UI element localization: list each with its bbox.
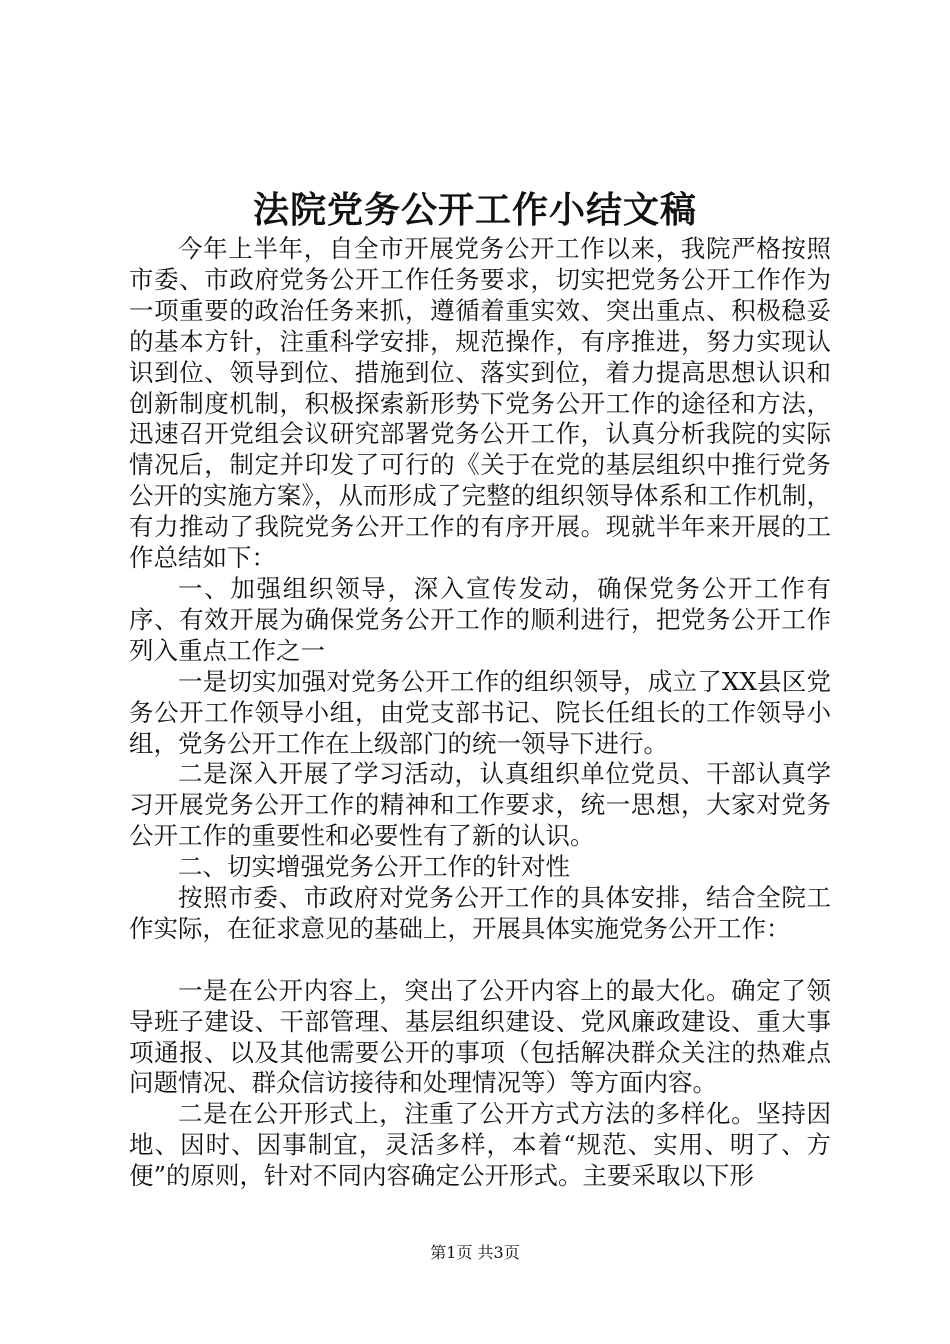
paragraph-section-1-item-2: 二是深入开展了学习活动，认真组织单位党员、干部认真学习开展党务公开工作的精神和工作要求，统一思想，大家对党务公开工作的重要性和必要性有了新的认识。: [129, 759, 831, 851]
paragraph-section-2-item-1: 一是在公开内容上，突出了公开内容上的最大化。确定了领导班子建设、干部管理、基层组织建设、党风廉政建设、重大事项通报、以及其他需要公开的事项（包括解决群众关注的热难点问题情况、群众信访接待和处理情况等）等方面内容。: [129, 975, 831, 1098]
paragraph-section-1-heading: 一、加强组织领导，深入宣传发动，确保党务公开工作有序、有效开展为确保党务公开工作的顺利进行，把党务公开工作列入重点工作之一: [129, 573, 831, 665]
blank-line: [129, 945, 831, 976]
document-title: 法院党务公开工作小结文稿: [252, 189, 697, 231]
paragraph-intro: 今年上半年，自全市开展党务公开工作以来，我院严格按照市委、市政府党务公开工作任务要求，切实把党务公开工作作为一项重要的政治任务来抓，遵循着重实效、突出重点、积极稳妥的基本方针，注重科学安排，规范操作，有序推进，努力实现认识到位、领导到位、措施到位、落实到位，着力提高思想认识和创新制度机制，积极探索新形势下党务公开工作的途径和方法，迅速召开党组会议研究部署党务公开工作，认真分析我院的实际情况后，制定并印发了可行的《关于在党的基层组织中推行党务公开的实施方案》，从而形成了完整的组织领导体系和工作机制，有力推动了我院党务公开工作的有序开展。现就半年来开展的工作总结如下：: [129, 234, 831, 573]
paragraph-section-1-item-1: 一是切实加强对党务公开工作的组织领导，成立了XX县区党务公开工作领导小组，由党支部书记、院长任组长的工作领导小组，党务公开工作在上级部门的统一领导下进行。: [129, 666, 831, 758]
paragraph-section-2-heading: 二、切实增强党务公开工作的针对性: [178, 852, 570, 882]
page-number-footer: 第1页 共3页: [430, 1243, 520, 1262]
paragraph-section-2-intro: 按照市委、市政府对党务公开工作的具体安排，结合全院工作实际，在征求意见的基础上，开展具体实施党务公开工作：: [129, 883, 831, 943]
document-body: [129, 234, 831, 1192]
paragraph-section-2-item-2: 二是在公开形式上，注重了公开方式方法的多样化。坚持因地、因时、因事制宜，灵活多样，本着“规范、实用、明了、方便”的原则，针对不同内容确定公开形式。主要采取以下形: [129, 1099, 831, 1191]
